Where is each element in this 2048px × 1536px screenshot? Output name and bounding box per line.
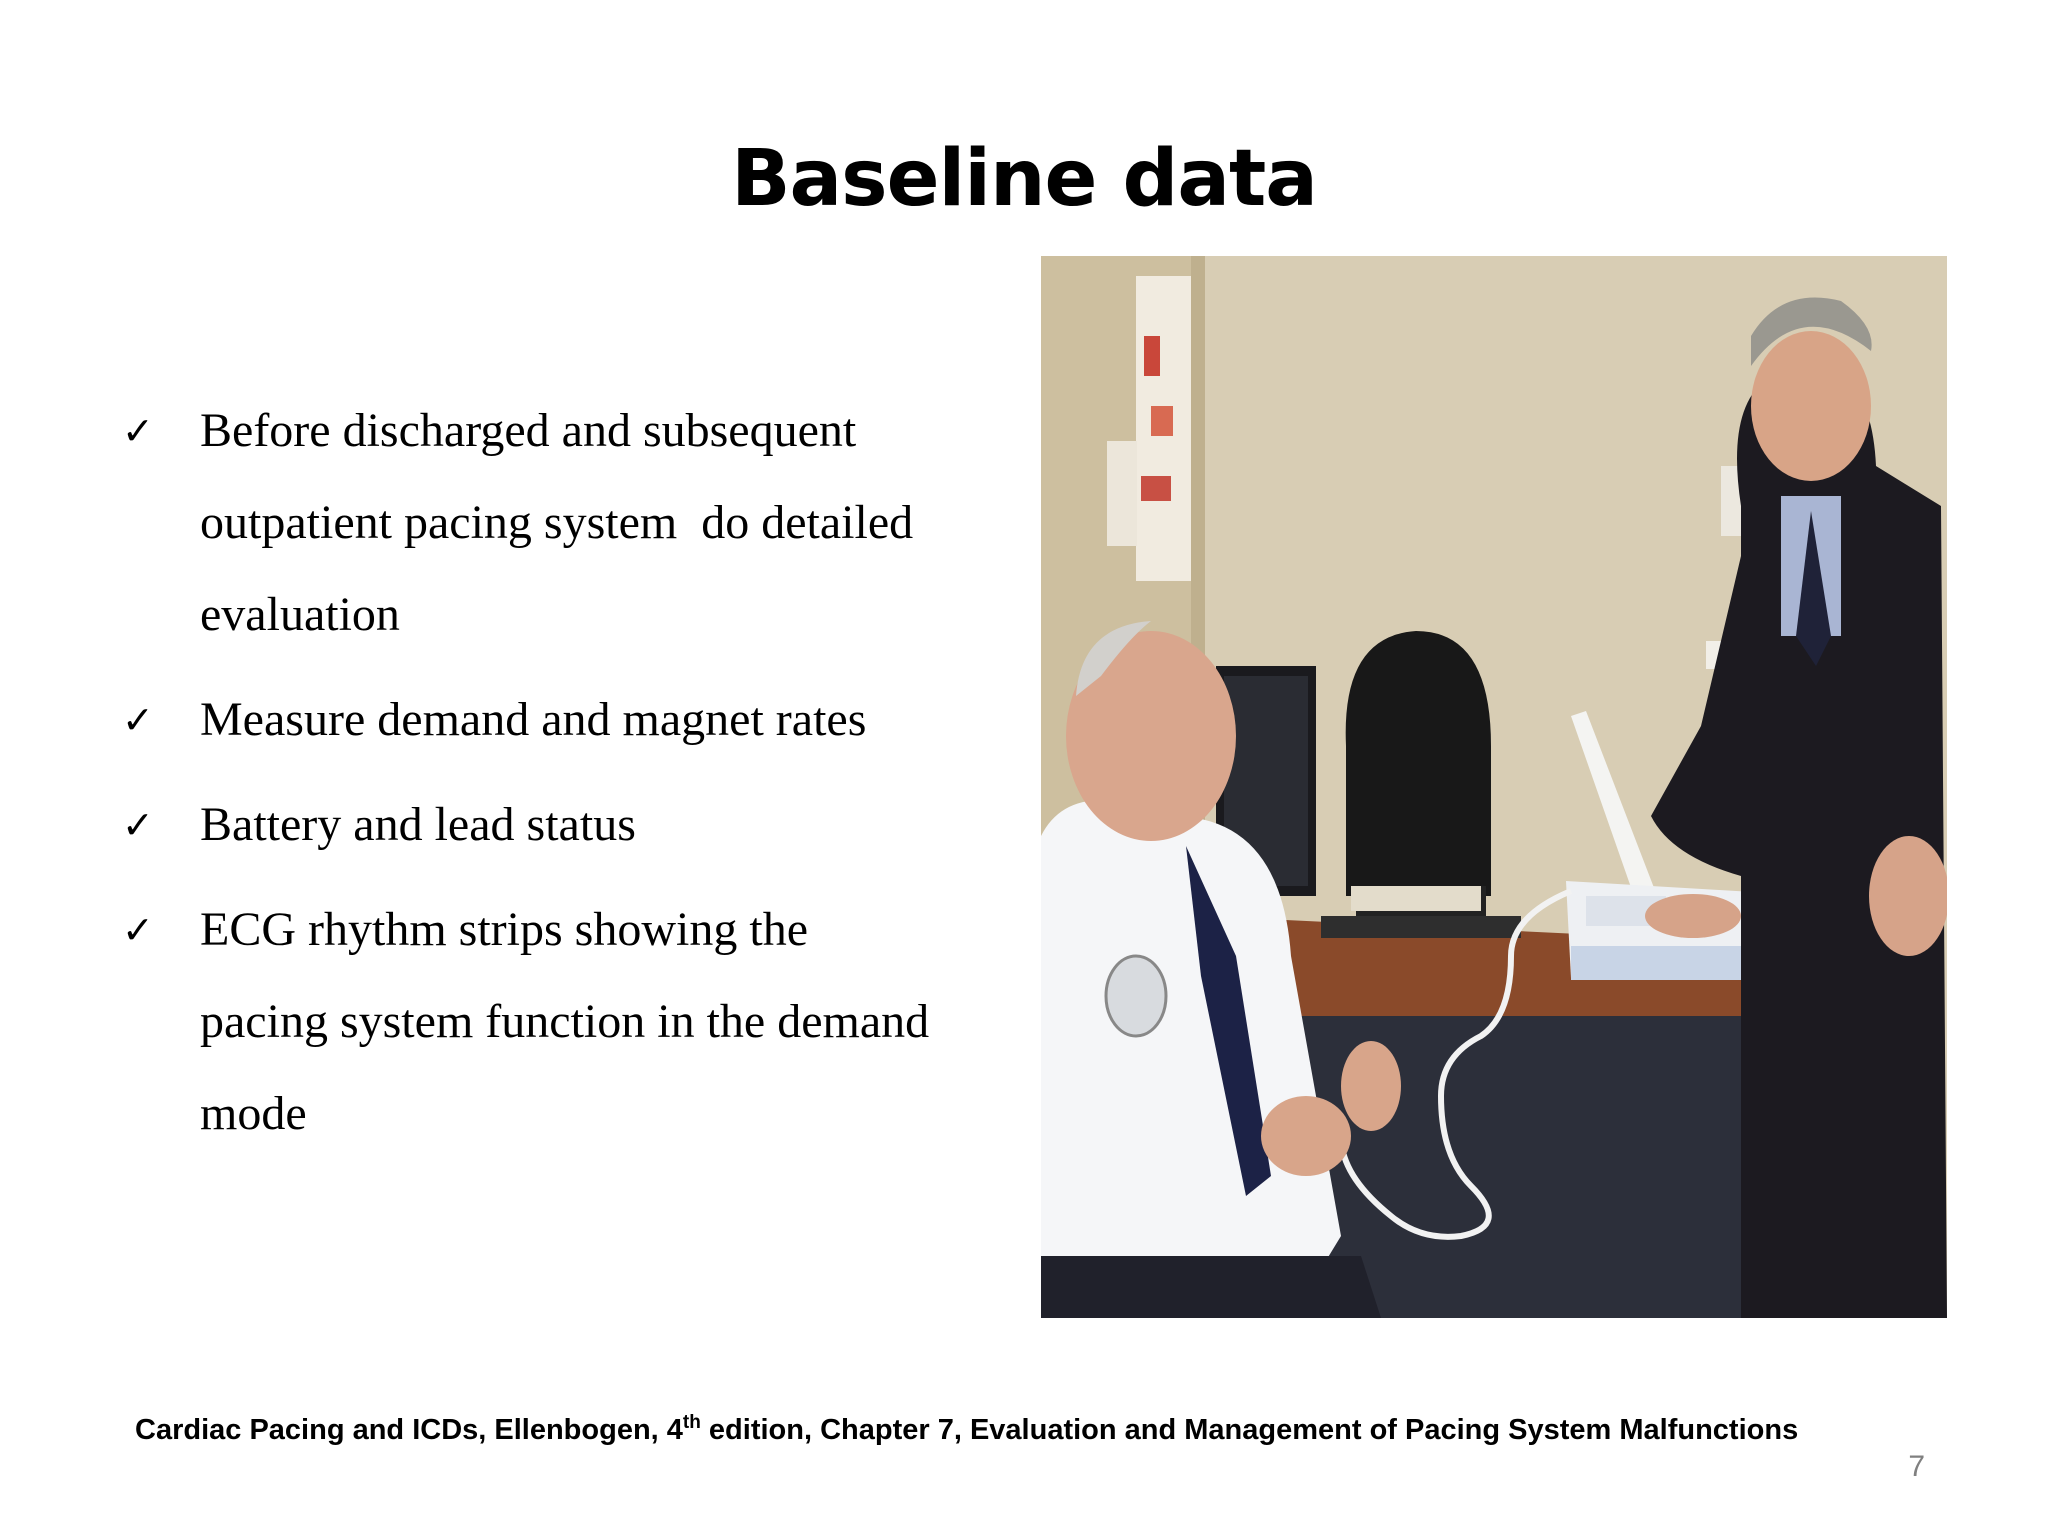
- checkmark-icon: ✓: [122, 409, 154, 453]
- checkmark-icon: ✓: [122, 908, 154, 952]
- checkmark-icon: ✓: [122, 698, 154, 742]
- bullet-line: Battery and lead status: [200, 798, 636, 851]
- bullet-line: Before discharged and subsequent: [200, 404, 857, 457]
- checkmark-icon: ✓: [122, 803, 154, 847]
- bullet-line: outpatient pacing system do detailed: [200, 496, 914, 549]
- bullet-item: [122, 385, 1022, 661]
- bullet-line: pacing system function in the demand: [200, 995, 930, 1048]
- bullet-line: Measure demand and magnet rates: [200, 693, 867, 746]
- slide-title: Baseline data: [731, 134, 1317, 224]
- bullet-item: [122, 779, 1022, 871]
- clinic-photo: [1041, 256, 1947, 1318]
- bullet-item: [122, 884, 1022, 1160]
- citation-text-rest: edition, Chapter 7, Evaluation and Management of Pacing System Malfunctions: [700, 1414, 1799, 1446]
- bullet-line: evaluation: [200, 588, 400, 641]
- citation: [135, 1412, 1798, 1447]
- bullet-list: [122, 385, 1022, 1173]
- bullet-line: ECG rhythm strips showing the: [200, 903, 808, 956]
- bullet-item: [122, 674, 1022, 766]
- page-number: 7: [1908, 1450, 1925, 1483]
- citation-text: Cardiac Pacing and ICDs, Ellenbogen, 4: [135, 1414, 683, 1446]
- citation-superscript: th: [682, 1412, 701, 1433]
- bullet-line: mode: [200, 1087, 307, 1140]
